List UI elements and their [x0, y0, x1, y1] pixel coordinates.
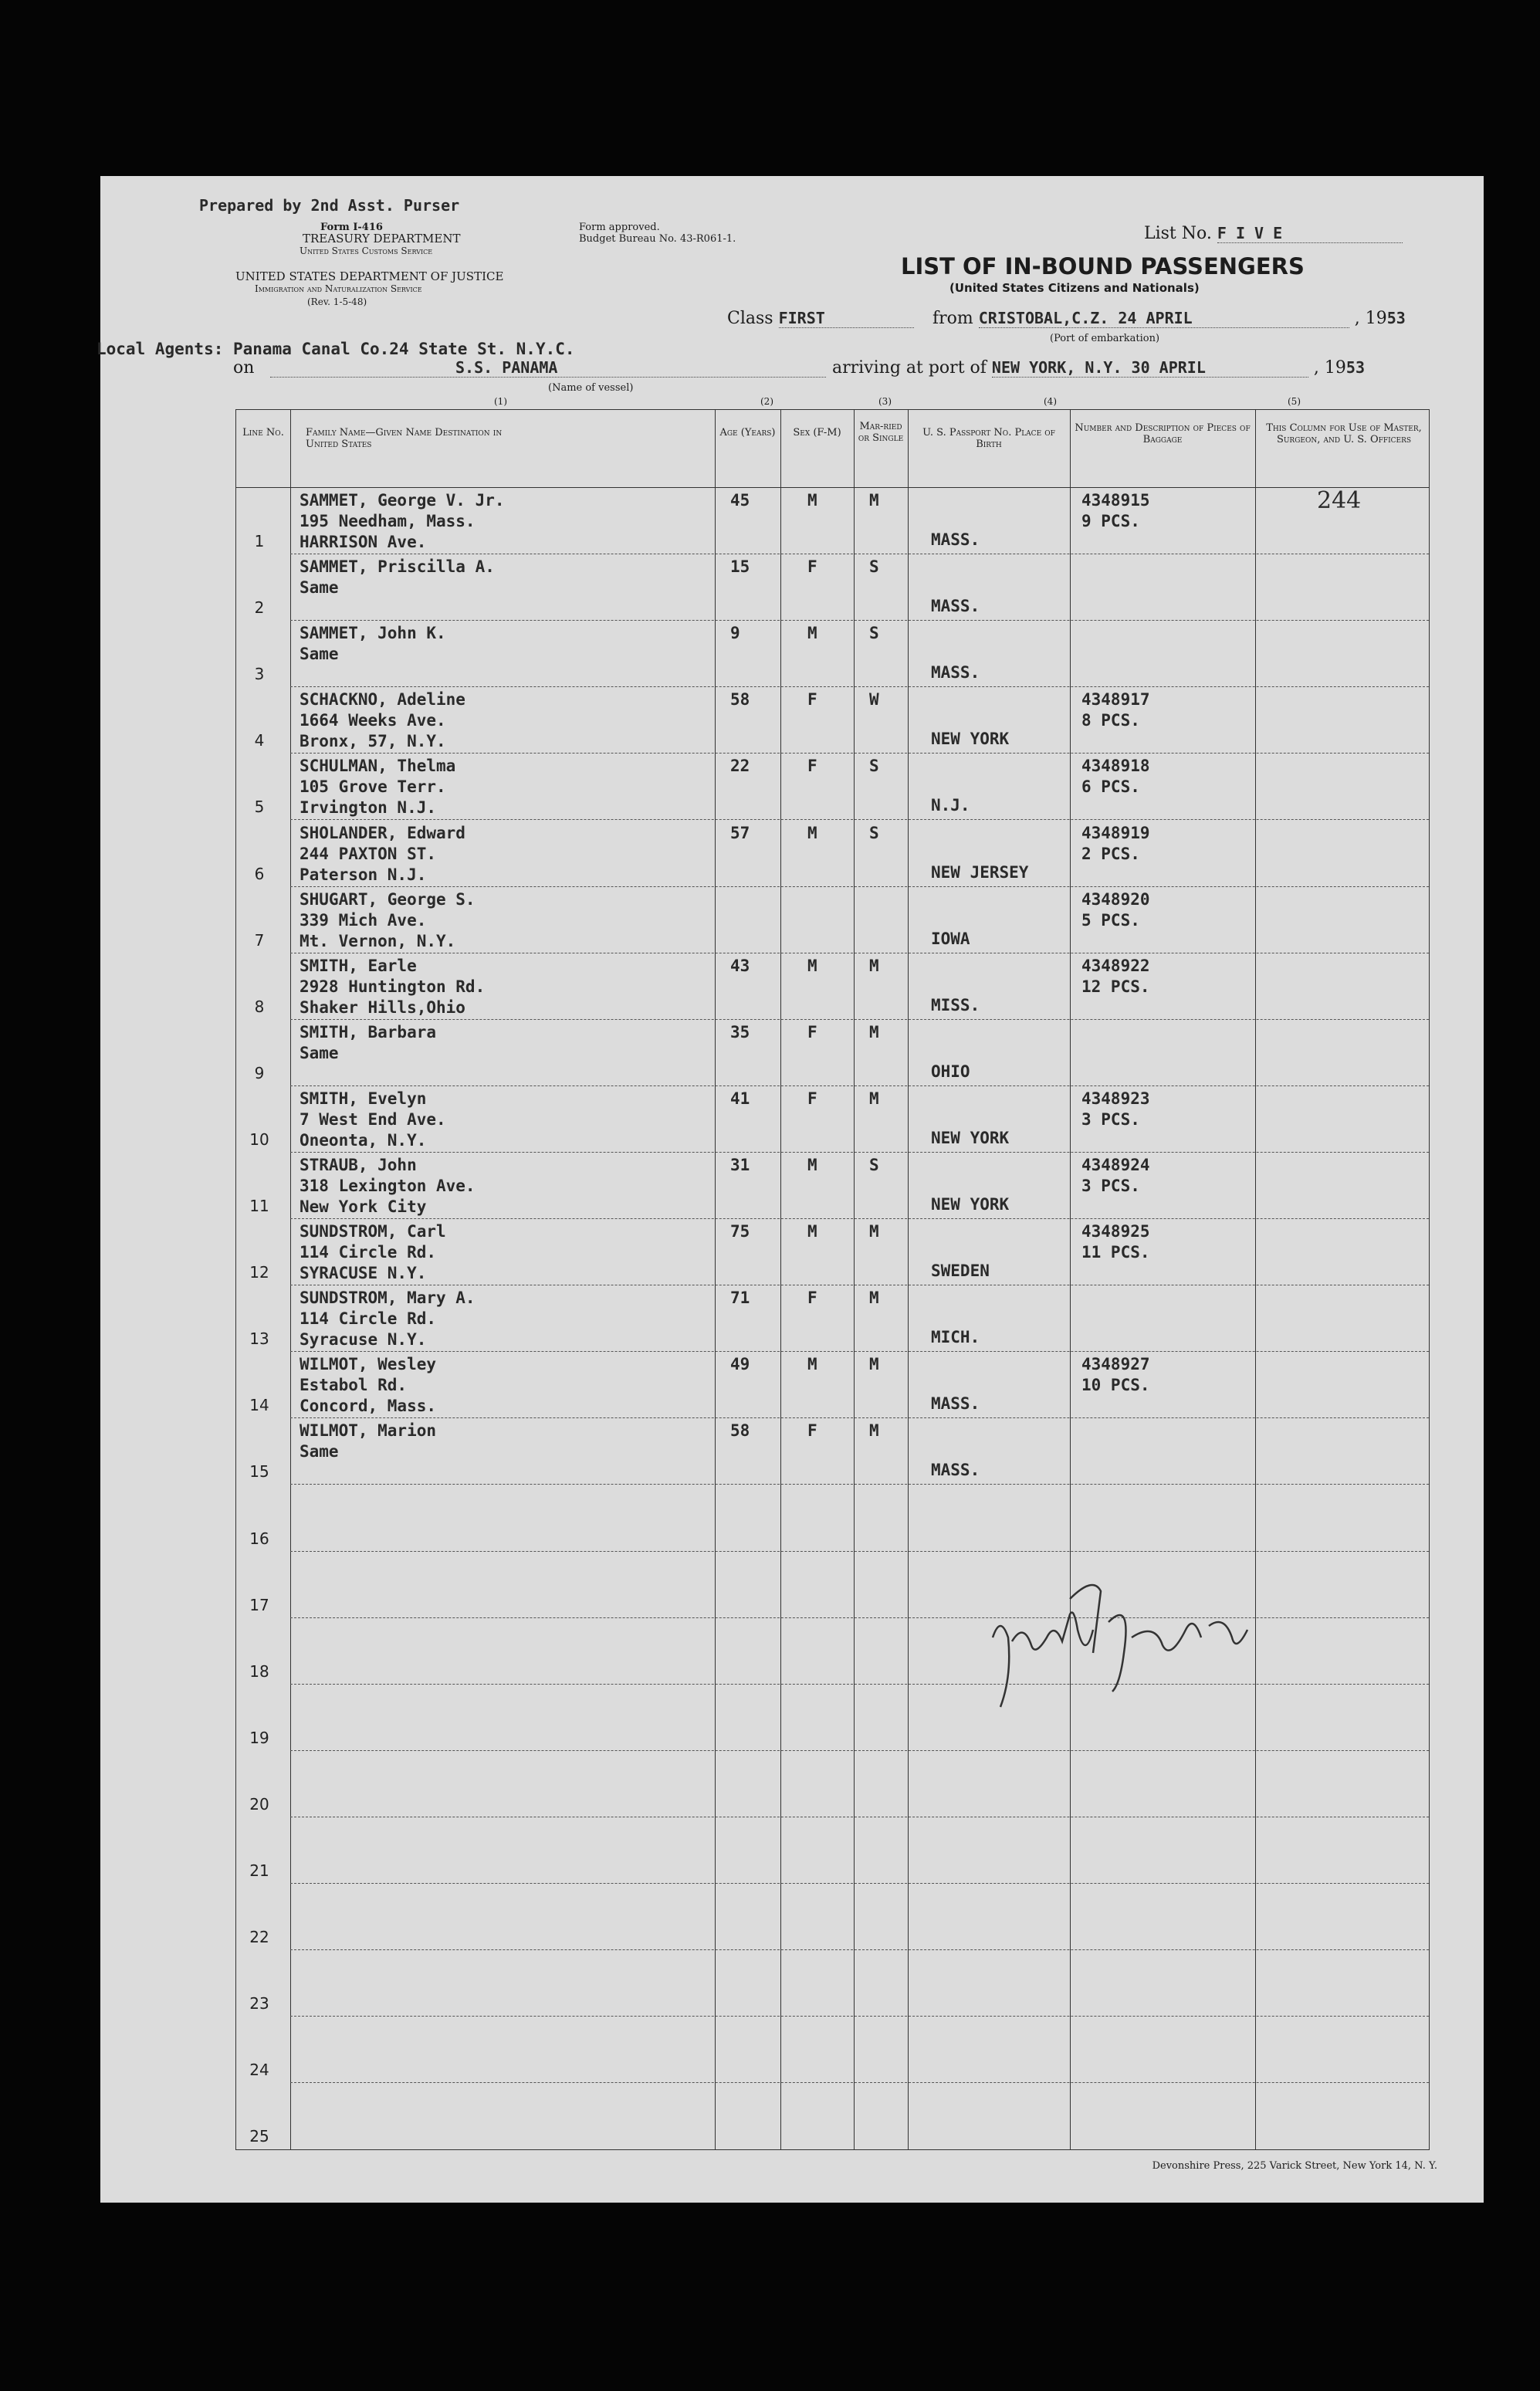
- table-row: [236, 820, 1429, 886]
- cell-birth: MASS.: [931, 597, 980, 616]
- cell-age: 58: [730, 690, 750, 710]
- cell-birth: OHIO: [931, 1062, 970, 1081]
- from-field: [932, 309, 1406, 328]
- cell-sex: F: [807, 690, 817, 710]
- cell-marital: S: [869, 823, 879, 842]
- line-number: 13: [249, 1329, 269, 1349]
- officer-signature: [977, 1568, 1309, 1722]
- treasury-department: TREASURY DEPARTMENT: [303, 232, 461, 246]
- header-line-no: Line No.: [242, 427, 284, 439]
- table-row: [236, 620, 1429, 686]
- immigration-service: Immigration and Naturalization Service: [255, 283, 422, 294]
- on-label: on: [233, 358, 255, 378]
- line-number: 7: [254, 930, 265, 950]
- cell-marital: S: [869, 557, 879, 577]
- year-value: 53: [1386, 309, 1406, 327]
- cell-sex: M: [807, 624, 817, 643]
- page-subtitle: (United States Citizens and Nationals): [949, 281, 1200, 295]
- class-field: [727, 309, 914, 328]
- form-approved: Form approved.: [579, 222, 660, 233]
- cell-birth: NEW YORK: [931, 1195, 1010, 1214]
- cell-sex: M: [807, 491, 817, 510]
- cell-name: SCHACKNO, Adeline 1664 Weeks Ave. Bronx, 57, N.Y.: [300, 690, 465, 751]
- header-sex: Sex (F-M): [793, 427, 841, 439]
- cell-birth: MICH.: [931, 1328, 980, 1347]
- col-number: (3): [878, 396, 892, 407]
- cell-name: SUNDSTROM, Carl 114 Circle Rd. SYRACUSE N.Y.: [300, 1222, 446, 1283]
- col-number: (2): [760, 396, 773, 407]
- table-row: [236, 1285, 1429, 1351]
- customs-service: United States Customs Service: [300, 246, 433, 256]
- header-passport: U. S. Passport No. Place of Birth: [922, 427, 1055, 450]
- class-label: Class: [727, 309, 773, 328]
- line-number: 25: [249, 2127, 269, 2146]
- table-row: [236, 1817, 1429, 1883]
- list-no-label: List No.: [1144, 224, 1212, 243]
- cell-sex: F: [807, 557, 817, 577]
- cell-age: 49: [730, 1355, 750, 1374]
- table-row: [236, 1152, 1429, 1218]
- cell-marital: M: [869, 1089, 879, 1108]
- cell-birth: SWEDEN: [931, 1262, 990, 1281]
- cell-birth: MASS.: [931, 663, 980, 682]
- line-number: 8: [254, 997, 265, 1016]
- cell-sex: F: [807, 1089, 817, 1108]
- cell-baggage: 4348915 9 PCS.: [1081, 491, 1150, 530]
- table-row: [236, 1019, 1429, 1085]
- cell-age: 43: [730, 956, 750, 975]
- line-number: 18: [249, 1661, 269, 1681]
- cell-birth: NEW JERSEY: [931, 862, 1029, 882]
- cell-marital: S: [869, 1156, 879, 1174]
- header-married: Mar-ried or Single: [858, 421, 904, 444]
- cell-sex: F: [807, 757, 817, 776]
- line-number: 12: [249, 1263, 269, 1282]
- cell-birth: MISS.: [931, 995, 980, 1014]
- line-number: 14: [249, 1396, 269, 1415]
- class-value: FIRST: [779, 309, 914, 328]
- line-number: 21: [249, 1861, 269, 1881]
- table-row: [236, 686, 1429, 753]
- cell-sex: M: [807, 956, 817, 975]
- table-row: [236, 2082, 1429, 2149]
- line-number: 24: [249, 2061, 269, 2080]
- line-number: 17: [249, 1595, 269, 1614]
- line-number: 11: [249, 1197, 269, 1216]
- cell-marital: S: [869, 624, 879, 643]
- justice-department: UNITED STATES DEPARTMENT OF JUSTICE: [235, 269, 504, 283]
- line-number: 9: [254, 1063, 265, 1082]
- table-row: [236, 886, 1429, 953]
- form-number: Form I-416: [320, 222, 383, 233]
- header-baggage: Number and Description of Pieces of Baggage: [1075, 422, 1251, 445]
- cell-baggage: 4348925 11 PCS.: [1081, 1222, 1150, 1262]
- list-no: [1144, 224, 1403, 243]
- page-title: LIST OF IN-BOUND PASSENGERS: [901, 253, 1305, 279]
- cell-age: 57: [730, 823, 750, 842]
- cell-sex: F: [807, 1022, 817, 1041]
- cell-baggage: 4348920 5 PCS.: [1081, 889, 1150, 930]
- col-number: (4): [1044, 396, 1057, 407]
- col-number: (1): [494, 396, 507, 407]
- cell-name: SHUGART, George S. 339 Mich Ave. Mt. Vernon, N.Y.: [300, 889, 476, 950]
- cell-baggage: 4348917 8 PCS.: [1081, 690, 1150, 730]
- cell-age: 31: [730, 1156, 750, 1174]
- cell-marital: M: [869, 1421, 879, 1441]
- table-row: [236, 1417, 1429, 1484]
- line-number: 2: [254, 598, 265, 618]
- line-number: 19: [249, 1728, 269, 1747]
- table-row: [236, 753, 1429, 819]
- line-number: 22: [249, 1928, 269, 1947]
- year-prefix: , 19: [1313, 358, 1346, 378]
- prepared-by: Prepared by 2nd Asst. Purser: [199, 196, 460, 215]
- cell-age: 9: [730, 624, 740, 643]
- table-row: [236, 1485, 1429, 1551]
- table-row: [236, 953, 1429, 1019]
- line-number: 20: [249, 1794, 269, 1814]
- cell-name: SMITH, Earle 2928 Huntington Rd. Shaker Hills,Ohio: [300, 956, 486, 1017]
- cell-marital: S: [869, 757, 879, 776]
- revision: (Rev. 1-5-48): [307, 296, 367, 307]
- cell-baggage: 4348927 10 PCS.: [1081, 1355, 1150, 1395]
- cell-sex: M: [807, 823, 817, 842]
- cell-name: SHOLANDER, Edward 244 PAXTON ST. Paterson N.J.: [300, 823, 465, 884]
- vessel-caption: (Name of vessel): [548, 382, 634, 394]
- cell-name: WILMOT, Marion Same: [300, 1421, 437, 1461]
- cell-name: STRAUB, John 318 Lexington Ave. New York City: [300, 1156, 476, 1216]
- cell-baggage: 4348918 6 PCS.: [1081, 757, 1150, 797]
- arriving-value: NEW YORK, N.Y. 30 APRIL: [992, 358, 1308, 378]
- cell-birth: MASS.: [931, 530, 980, 549]
- cell-name: SUNDSTROM, Mary A. 114 Circle Rd. Syracuse N.Y.: [300, 1289, 476, 1350]
- cell-sex: M: [807, 1156, 817, 1174]
- cell-name: SAMMET, Priscilla A. Same: [300, 557, 495, 598]
- table-row: [236, 1218, 1429, 1285]
- header-officers: This Column for Use of Master, Surgeon, and U. S. Officers: [1266, 422, 1422, 445]
- cell-marital: M: [869, 1355, 879, 1374]
- cell-age: 22: [730, 757, 750, 776]
- cell-age: 58: [730, 1421, 750, 1441]
- arriving-field: [832, 358, 1365, 378]
- table-row: [236, 1351, 1429, 1417]
- cell-name: SAMMET, John K. Same: [300, 624, 446, 664]
- cell-birth: IOWA: [931, 929, 970, 948]
- cell-marital: M: [869, 491, 879, 510]
- table-row: [236, 1949, 1429, 2016]
- line-number: 10: [249, 1129, 269, 1149]
- cell-marital: M: [869, 1289, 879, 1308]
- year-prefix: , 19: [1354, 309, 1387, 328]
- arriving-label: arriving at port of: [832, 358, 987, 378]
- cell-marital: M: [869, 1022, 879, 1041]
- year-value: 53: [1345, 358, 1365, 377]
- cell-birth: NEW YORK: [931, 730, 1010, 749]
- cell-birth: MASS.: [931, 1394, 980, 1414]
- line-number: 15: [249, 1462, 269, 1482]
- cell-age: 41: [730, 1089, 750, 1108]
- cell-sex: M: [807, 1222, 817, 1241]
- cell-sex: F: [807, 1421, 817, 1441]
- table-row: [236, 2016, 1429, 2082]
- cell-age: 75: [730, 1222, 750, 1241]
- cell-marital: M: [869, 1222, 879, 1241]
- cell-sex: M: [807, 1355, 817, 1374]
- cell-officer: 244: [1317, 487, 1362, 514]
- line-number: 6: [254, 864, 265, 883]
- cell-age: 45: [730, 491, 750, 510]
- line-number: 16: [249, 1529, 269, 1548]
- vessel-value: S.S. PANAMA: [270, 358, 826, 378]
- header-age: Age (Years): [719, 427, 776, 439]
- local-agents: Local Agents: Panama Canal Co.24 State St. N.Y.C.: [96, 340, 575, 358]
- cell-baggage: 4348924 3 PCS.: [1081, 1156, 1150, 1195]
- manifest-page: [96, 176, 1484, 2203]
- cell-name: WILMOT, Wesley Estabol Rd. Concord, Mass.: [300, 1355, 437, 1416]
- cell-name: SCHULMAN, Thelma 105 Grove Terr. Irvington N.J.: [300, 757, 456, 818]
- line-number: 3: [254, 665, 265, 684]
- cell-age: 35: [730, 1022, 750, 1041]
- from-label: from: [932, 309, 973, 328]
- list-no-value: F I V E: [1217, 224, 1403, 243]
- port-embarkation-caption: (Port of embarkation): [1050, 333, 1160, 344]
- table-row: [236, 1883, 1429, 1949]
- cell-birth: MASS.: [931, 1461, 980, 1480]
- line-number: 5: [254, 798, 265, 817]
- col-number: (5): [1288, 396, 1301, 407]
- from-value: CRISTOBAL,C.Z. 24 APRIL: [979, 309, 1349, 328]
- header-family-name: Family Name—Given Name Destination in United States: [306, 427, 503, 450]
- cell-birth: NEW YORK: [931, 1128, 1010, 1147]
- cell-name: SAMMET, George V. Jr. 195 Needham, Mass. HARRISON Ave.: [300, 491, 505, 551]
- cell-baggage: 4348923 3 PCS.: [1081, 1089, 1150, 1129]
- printer-imprint: Devonshire Press, 225 Varick Street, New York 14, N. Y.: [1152, 2160, 1437, 2172]
- cell-marital: W: [869, 690, 879, 710]
- cell-birth: N.J.: [931, 796, 970, 815]
- line-number: 4: [254, 731, 265, 750]
- line-number: 1: [254, 532, 265, 551]
- passenger-table: [235, 409, 1430, 2150]
- cell-age: 71: [730, 1289, 750, 1308]
- table-row: [236, 1085, 1429, 1152]
- cell-marital: M: [869, 956, 879, 975]
- budget-bureau: Budget Bureau No. 43-R061-1.: [579, 233, 736, 245]
- table-row: [236, 1750, 1429, 1817]
- cell-baggage: 4348919 2 PCS.: [1081, 823, 1150, 863]
- cell-name: SMITH, Barbara Same: [300, 1022, 437, 1062]
- table-row: [236, 487, 1429, 554]
- cell-sex: F: [807, 1289, 817, 1308]
- cell-age: 15: [730, 557, 750, 577]
- line-number: 23: [249, 1994, 269, 2013]
- table-row: [236, 554, 1429, 620]
- cell-name: SMITH, Evelyn 7 West End Ave. Oneonta, N.Y.: [300, 1089, 446, 1150]
- cell-baggage: 4348922 12 PCS.: [1081, 956, 1150, 996]
